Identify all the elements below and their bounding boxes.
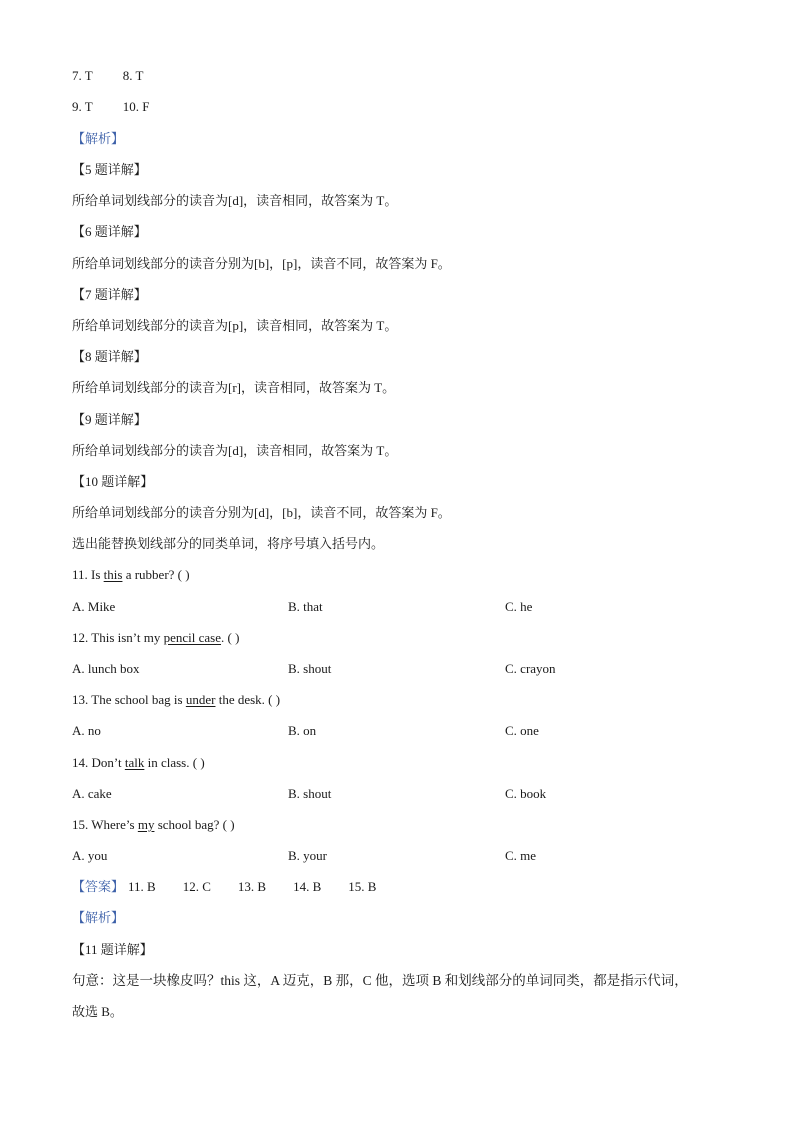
question-text: 13. The school bag is: [72, 692, 186, 707]
option-c[interactable]: C. he: [505, 599, 533, 614]
option-c[interactable]: C. one: [505, 723, 539, 738]
explanation-heading: 【5 题详解】: [72, 162, 147, 177]
option-b[interactable]: B. shout: [288, 786, 332, 801]
explanation-text: 所给单词划线部分的读音分别为[d]，[b]，读音不同，故答案为 F。: [72, 505, 451, 520]
option-b[interactable]: B. on: [288, 723, 317, 738]
question-14: [72, 755, 205, 771]
question-11: [72, 567, 190, 583]
option-b[interactable]: B. that: [288, 599, 323, 614]
explanation-heading: 【8 题详解】: [72, 349, 147, 364]
question-15: [72, 817, 235, 833]
section-instruction: 选出能替换划线部分的同类单词，将序号填入括号内。: [72, 536, 385, 551]
prev-answer: 9. T: [72, 99, 93, 114]
option-a[interactable]: A. lunch box: [72, 661, 140, 676]
question-text: school bag? ( ): [154, 817, 235, 832]
answer-item: 13. B: [237, 879, 267, 894]
option-b[interactable]: B. shout: [288, 661, 332, 676]
analysis-label: 【解析】: [72, 910, 125, 925]
explanation-heading: 【6 题详解】: [72, 224, 147, 239]
underlined-word: talk: [124, 755, 145, 770]
question-text: the desk. ( ): [215, 692, 281, 707]
option-c[interactable]: C. book: [505, 786, 547, 801]
prev-answer: 8. T: [122, 68, 144, 83]
explanation-text: 所给单词划线部分的读音为[p]，读音相同，故答案为 T。: [72, 318, 398, 333]
option-a[interactable]: A. no: [72, 723, 101, 738]
answer-row: [72, 879, 403, 895]
answer-item: 14. B: [293, 879, 322, 894]
answer-item: 11. B: [128, 879, 156, 894]
option-c[interactable]: C. crayon: [505, 661, 556, 676]
explanation-text: 所给单词划线部分的读音为[d]，读音相同，故答案为 T。: [72, 443, 398, 458]
explanation-text: 句意：这是一块橡皮吗？this 这，A 迈克，B 那，C 他，选项 B 和划线部分的单词同类，都是指示代词，: [72, 973, 688, 988]
question-text: 11. Is: [72, 567, 104, 582]
underlined-word: this: [103, 567, 123, 582]
question-13: [72, 692, 280, 708]
prev-answer: 7. T: [72, 68, 93, 83]
question-12: [72, 630, 239, 646]
explanation-text: 所给单词划线部分的读音分别为[b]，[p]，读音不同，故答案为 F。: [72, 256, 451, 271]
explanation-heading: 【11 题详解】: [72, 942, 153, 957]
prev-answer: 10. F: [122, 99, 150, 114]
option-a[interactable]: A. Mike: [72, 599, 116, 614]
underlined-word: my: [137, 817, 155, 832]
explanation-heading: 【10 题详解】: [72, 474, 154, 489]
underlined-word: pencil case: [163, 630, 222, 645]
explanation-heading: 【7 题详解】: [72, 287, 147, 302]
question-text: 15. Where’s: [72, 817, 138, 832]
question-text: 14. Don’t: [72, 755, 125, 770]
analysis-label: 【解析】: [72, 131, 125, 146]
explanation-text: 所给单词划线部分的读音为[r]，读音相同，故答案为 T。: [72, 380, 396, 395]
question-text: a rubber? ( ): [122, 567, 190, 582]
answer-label: 【答案】: [72, 879, 125, 894]
question-text: . ( ): [221, 630, 240, 645]
prev-answers-row-1: [72, 68, 143, 84]
option-a[interactable]: A. cake: [72, 786, 112, 801]
answer-item: 12. C: [182, 879, 211, 894]
explanation-heading: 【9 题详解】: [72, 412, 147, 427]
explanation-text: 故选 B。: [72, 1004, 123, 1019]
explanation-text: 所给单词划线部分的读音为[d]，读音相同，故答案为 T。: [72, 193, 398, 208]
question-text: 12. This isn’t my: [72, 630, 164, 645]
prev-answers-row-2: [72, 99, 149, 115]
answer-item: 15. B: [348, 879, 377, 894]
underlined-word: under: [185, 692, 216, 707]
option-b[interactable]: B. your: [288, 848, 327, 863]
option-a[interactable]: A. you: [72, 848, 108, 863]
question-text: in class. ( ): [144, 755, 205, 770]
option-c[interactable]: C. me: [505, 848, 537, 863]
